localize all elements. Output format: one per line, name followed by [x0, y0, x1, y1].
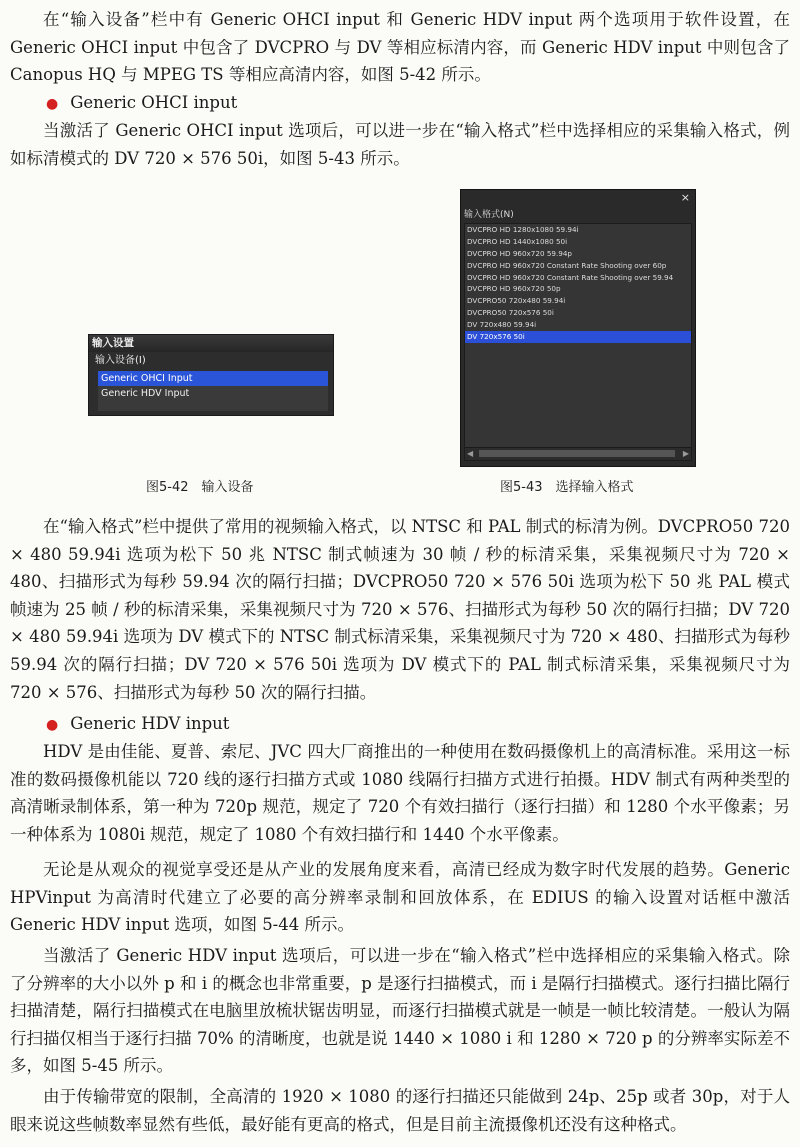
- input-format-panel: [460, 189, 696, 467]
- bullet-generic-hdv: [46, 710, 229, 740]
- format-option[interactable]: DVCPRO HD 960x720 59.94p: [467, 248, 572, 258]
- bullet-label: Generic OHCI input: [70, 93, 238, 112]
- option-generic-ohci-input[interactable]: Generic OHCI Input: [98, 371, 328, 386]
- bullet-dot-icon: ●: [46, 717, 59, 733]
- bullet-dot-icon: ●: [46, 96, 59, 112]
- scroll-right-icon[interactable]: ▶: [682, 449, 689, 458]
- format-option[interactable]: DVCPRO50 720x576 50i: [467, 308, 554, 318]
- input-settings-dialog: [88, 334, 334, 416]
- option-generic-hdv-input[interactable]: Generic HDV Input: [101, 388, 190, 399]
- format-option-selected[interactable]: DV 720x576 50i: [465, 331, 691, 343]
- dialog-title: 输入设置: [89, 335, 333, 352]
- scroll-left-icon[interactable]: ◀: [467, 449, 474, 458]
- format-option[interactable]: DV 720x480 59.94i: [467, 320, 537, 330]
- input-format-list[interactable]: [464, 223, 692, 461]
- paragraph-hdv-standard: HDV 是由佳能、夏普、索尼、JVC 四大厂商推出的一种使用在数码摄像机上的高清标准。采用这一标准的数码摄像机能以 720 线的逐行扫描方式或 1080 线隔行扫描方式进行拍摄。HDV 制式有两种类型的高清晰录制体系，第一种为 720p 规范，规定了 720 个有效扫描行（逐行扫描）和 1280 个水平像素；另一种体系为 1080i 规范，规定了 1080 个有效扫描行和 1440 个水平像素。: [10, 742, 790, 844]
- input-format-group-label: 输入格式(N): [464, 210, 514, 220]
- scrollbar-thumb[interactable]: [479, 450, 675, 457]
- bullet-generic-ohci: [46, 89, 237, 119]
- format-option[interactable]: DVCPRO HD 1280x1080 59.94i: [467, 225, 579, 234]
- paragraph-hdv-activation: 当激活了 Generic HDV input 选项后，可以进一步在“输入格式”栏中选择相应的采集输入格式。除了分辨率的大小以外 p 和 i 的概念也非常重要，p 是逐行扫描模式，而 i 是隔行扫描模式。逐行扫描比隔行扫描清楚，隔行扫描模式在电脑里放梳状锯齿明显，而逐行扫描模式就是一帧是一帧比较清楚。一般认为隔行扫描仅相当于逐行扫描 70% 的清晰度，也就是说 1440 × 1080 i 和 1280 × 720 p 的分辨率实际差不多，如图 5-45 所示。: [10, 946, 790, 1076]
- format-option[interactable]: DVCPRO HD 960x720 50p: [467, 284, 561, 294]
- bullet-label: Generic HDV input: [70, 714, 230, 733]
- paragraph-input-devices: 在“输入设备”栏中有 Generic OHCI input 和 Generic HDV input 两个选项用于软件设置，在 Generic OHCI input 中包含了 DVCPRO 与 DV 等相应标清内容，而 Generic HDV input 中则包含了 Canopus HQ 与 MPEG TS 等相应高清内容，如图 5-42 所示。: [10, 10, 790, 85]
- input-device-list[interactable]: [98, 371, 328, 411]
- horizontal-scrollbar[interactable]: [465, 447, 691, 460]
- format-option[interactable]: DVCPRO HD 960x720 Constant Rate Shooting over 60p: [467, 260, 667, 270]
- format-option[interactable]: DVCPRO50 720x480 59.94i: [467, 296, 566, 306]
- paragraph-input-formats: 在“输入格式”栏中提供了常用的视频输入格式，以 NTSC 和 PAL 制式的标清为例。DVCPRO50 720 × 480 59.94i 选项为松下 50 兆 NTSC 制式帧速为 30 帧 / 秒的标清采集，采集视频尺寸为 720 × 480、扫描形式为每秒 59.94 次的隔行扫描；DVCPRO50 720 × 576 50i 选项为松下 50 兆 PAL 模式帧速为 25 帧 / 秒的标清采集，采集视频尺寸为 720 × 576、扫描形式为每秒 50 次的隔行扫描；DV 720 × 480 59.94i 选项为 DV 模式下的 NTSC 制式标清采集，采集视频尺寸为 720 × 480、扫描形式为每秒 59.94 次的隔行扫描；DV 720 × 576 50i 选项为 DV 模式下的 PAL 制式标清采集，采集视频尺寸为 720 × 576、扫描形式为每秒 50 次的隔行扫描。: [10, 517, 790, 702]
- input-device-group-label: 输入设备(I): [95, 355, 146, 366]
- format-option[interactable]: DVCPRO HD 960x720 Constant Rate Shooting over 59.94: [467, 272, 674, 282]
- paragraph-bandwidth: 由于传输带宽的限制，全高清的 1920 × 1080 的逐行扫描还只能做到 24p、25p 或者 30p，对于人眼来说这些帧数率显然有些低，最好能有更高的格式，但是目前主流摄像机还没有这种格式。: [10, 1087, 790, 1134]
- paragraph-ohci-activation: 当激活了 Generic OHCI input 选项后，可以进一步在“输入格式”栏中选择相应的采集输入格式，例如标清模式的 DV 720 × 576 50i，如图 5-43 所示。: [10, 121, 790, 168]
- paragraph-hd-trend: 无论是从观众的视觉享受还是从产业的发展角度来看，高清已经成为数字时代发展的趋势。Generic HPVinput 为高清时代建立了必要的高分辨率录制和回放体系，在 EDIUS 的输入设置对话框中激活 Generic HDV input 选项，如图 5-44 所示。: [10, 860, 790, 935]
- format-option[interactable]: DVCPRO HD 1440x1080 50i: [467, 236, 568, 246]
- close-icon[interactable]: ×: [680, 191, 690, 204]
- figure-caption-5-43: 图5-43 选择输入格式: [500, 480, 634, 495]
- figure-caption-5-42: 图5-42 输入设备: [146, 480, 254, 495]
